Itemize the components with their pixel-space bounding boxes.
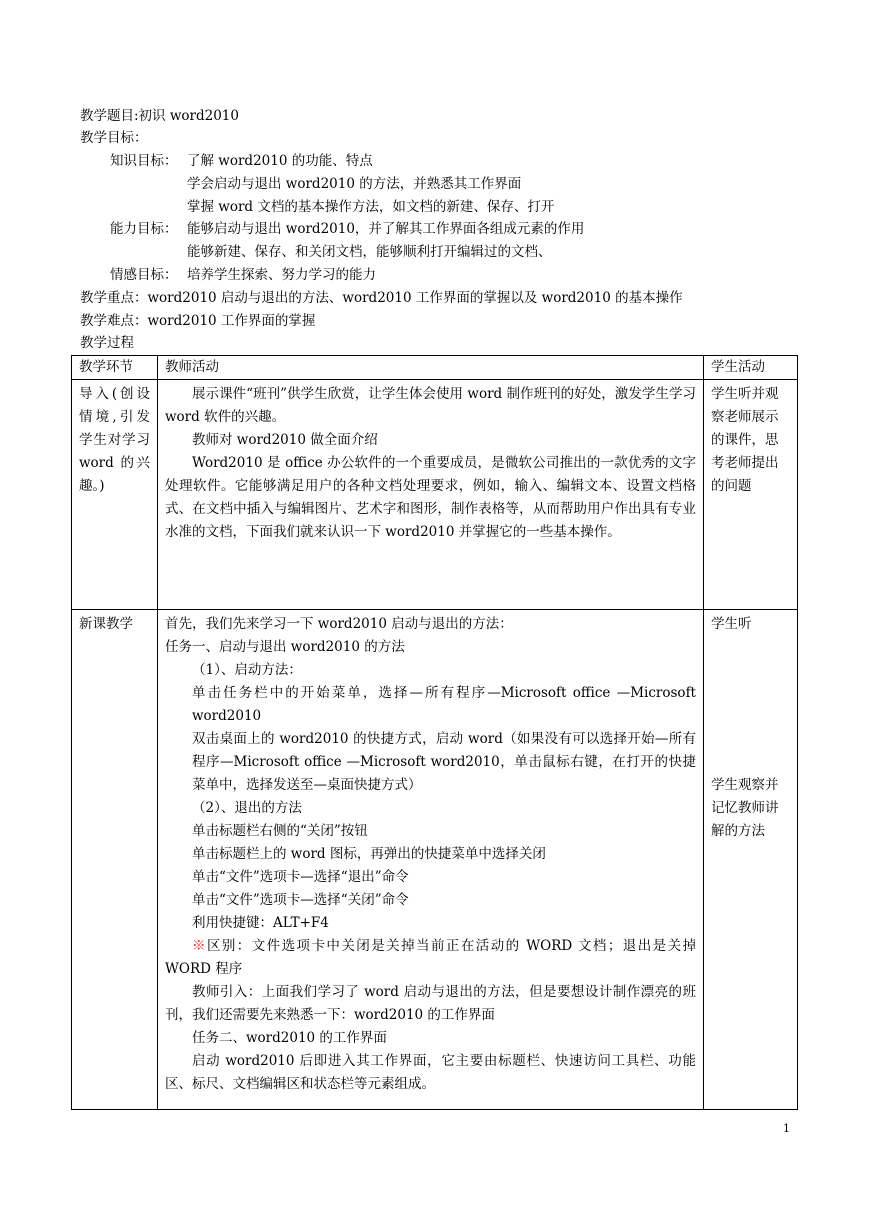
teacher-intro-p1: 展示课件“班刊”供学生欣赏，让学生体会使用 word 制作班刊的好处，激发学生学习 word 软件的兴趣。 — [165, 386, 696, 425]
lesson-process-table — [71, 355, 798, 1110]
key-points: 教学重点：word2010 启动与退出的方法、word2010 工作界面的掌握以及 word2010 的基本操作 — [80, 290, 683, 306]
student-intro: 学生听并观察老师展示的课件，思考老师提出的问题 — [704, 380, 798, 610]
new-lesson-intro: 首先，我们先来学习一下 word2010 启动与退出的方法： — [165, 616, 513, 632]
knowledge-goal-1: 了解 word2010 的功能、特点 — [187, 153, 373, 169]
ability-goal-1: 能够启动与退出 word2010，并了解其工作界面各组成元素的作用 — [187, 221, 585, 237]
knowledge-goal-2: 学会启动与退出 word2010 的方法，并熟悉其工作界面 — [187, 176, 522, 192]
note-mark: ※ — [192, 938, 207, 954]
exit-method-3: 单击“文件”选项卡—选择“退出”命令 — [192, 869, 409, 885]
student-listen: 学生听 — [711, 616, 752, 632]
start-method-1: 单击任务栏中的开始菜单，选择—所有程序—Microsoft office —Microsoft word2010 — [192, 685, 696, 724]
teacher-intro-p3: Word2010 是 office 办公软件的一个重要成员，是微软公司推出的一款优秀的文字处理软件。它能够满足用户的各种文档处理要求，例如，输入、编辑文本、设置文档格式、在文档中插入与编辑图片、艺术字和图形，制作表格等，从而帮助用户作出具有专业水准的文档，下面我们就来认识一下 word2010 并掌握它的一些基本操作。 — [165, 455, 696, 540]
difference-note — [165, 935, 696, 981]
goals-label: 教学目标： — [80, 130, 148, 146]
lesson-title: 教学题目:初识 word2010 — [80, 108, 239, 124]
start-heading: （1）、启动方法： — [192, 662, 302, 678]
stage-new-lesson: 新课教学 — [72, 610, 158, 1110]
emotion-goal-label: 情感目标： — [110, 267, 178, 283]
table-row-intro — [72, 380, 798, 610]
exit-method-2: 单击标题栏上的 word 图标，再弹出的快捷菜单中选择关闭 — [192, 846, 546, 862]
exit-method-4: 单击“文件”选项卡—选择“关闭”命令 — [192, 892, 409, 908]
exit-method-1: 单击标题栏右侧的“关闭”按钮 — [192, 823, 368, 839]
page-number: 1 — [783, 1122, 790, 1135]
task1-heading: 任务一、启动与退出 word2010 的方法 — [165, 639, 405, 655]
header-teacher: 教师活动 — [158, 356, 704, 380]
task2-heading: 任务二、word2010 的工作界面 — [192, 1030, 387, 1046]
stage-intro-text: 导入(创设情境,引发学生对学习 word 的兴趣。) — [79, 386, 150, 494]
header-student: 学生活动 — [704, 356, 798, 380]
table-header-row — [72, 356, 798, 380]
transition-text: 教师引入：上面我们学习了 word 启动与退出的方法，但是要想设计制作漂亮的班刊，我们还需要先来熟悉一下：word2010 的工作界面 — [165, 984, 696, 1023]
knowledge-goal-3: 掌握 word 文档的基本操作方法，如文档的新建、保存、打开 — [187, 199, 555, 215]
emotion-goal: 培养学生探索、努力学习的能力 — [187, 267, 376, 283]
teacher-intro-p2: 教师对 word2010 做全面介绍 — [192, 432, 378, 448]
student-new-lesson — [704, 610, 798, 1110]
header-stage: 教学环节 — [72, 356, 158, 380]
exit-method-5: 利用快捷键：ALT+F4 — [192, 915, 329, 931]
ability-goal-2: 能够新建、保存、和关闭文档，能够顺利打开编辑过的文档、 — [187, 244, 552, 260]
exit-heading: （2）、退出的方法 — [192, 800, 302, 816]
teacher-intro — [158, 380, 704, 610]
knowledge-goal-label: 知识目标： — [110, 153, 178, 169]
ability-goal-label: 能力目标： — [110, 221, 178, 237]
difficulty: 教学难点：word2010 工作界面的掌握 — [80, 313, 316, 329]
stage-intro — [72, 380, 158, 610]
process-label: 教学过程 — [80, 335, 134, 351]
table-row-new-lesson — [72, 610, 798, 1110]
student-spacer — [711, 636, 790, 774]
student-observe: 学生观察并记忆教师讲解的方法 — [711, 777, 779, 839]
note-text: 区别：文件选项卡中关闭是关掉当前正在活动的 WORD 文档；退出是关掉 WORD 程序 — [165, 938, 697, 977]
interface-text: 启动 word2010 后即进入其工作界面，它主要由标题栏、快速访问工具栏、功能区、标尺、文档编辑区和状态栏等元素组成。 — [165, 1053, 696, 1092]
start-method-2: 双击桌面上的 word2010 的快捷方式，启动 word（如果没有可以选择开始—所有程序—Microsoft office —Microsoft word2010，单击鼠标右键，在打开的快捷菜单中，选择发送至—桌面快捷方式） — [192, 731, 696, 793]
teacher-new-lesson — [158, 610, 704, 1110]
